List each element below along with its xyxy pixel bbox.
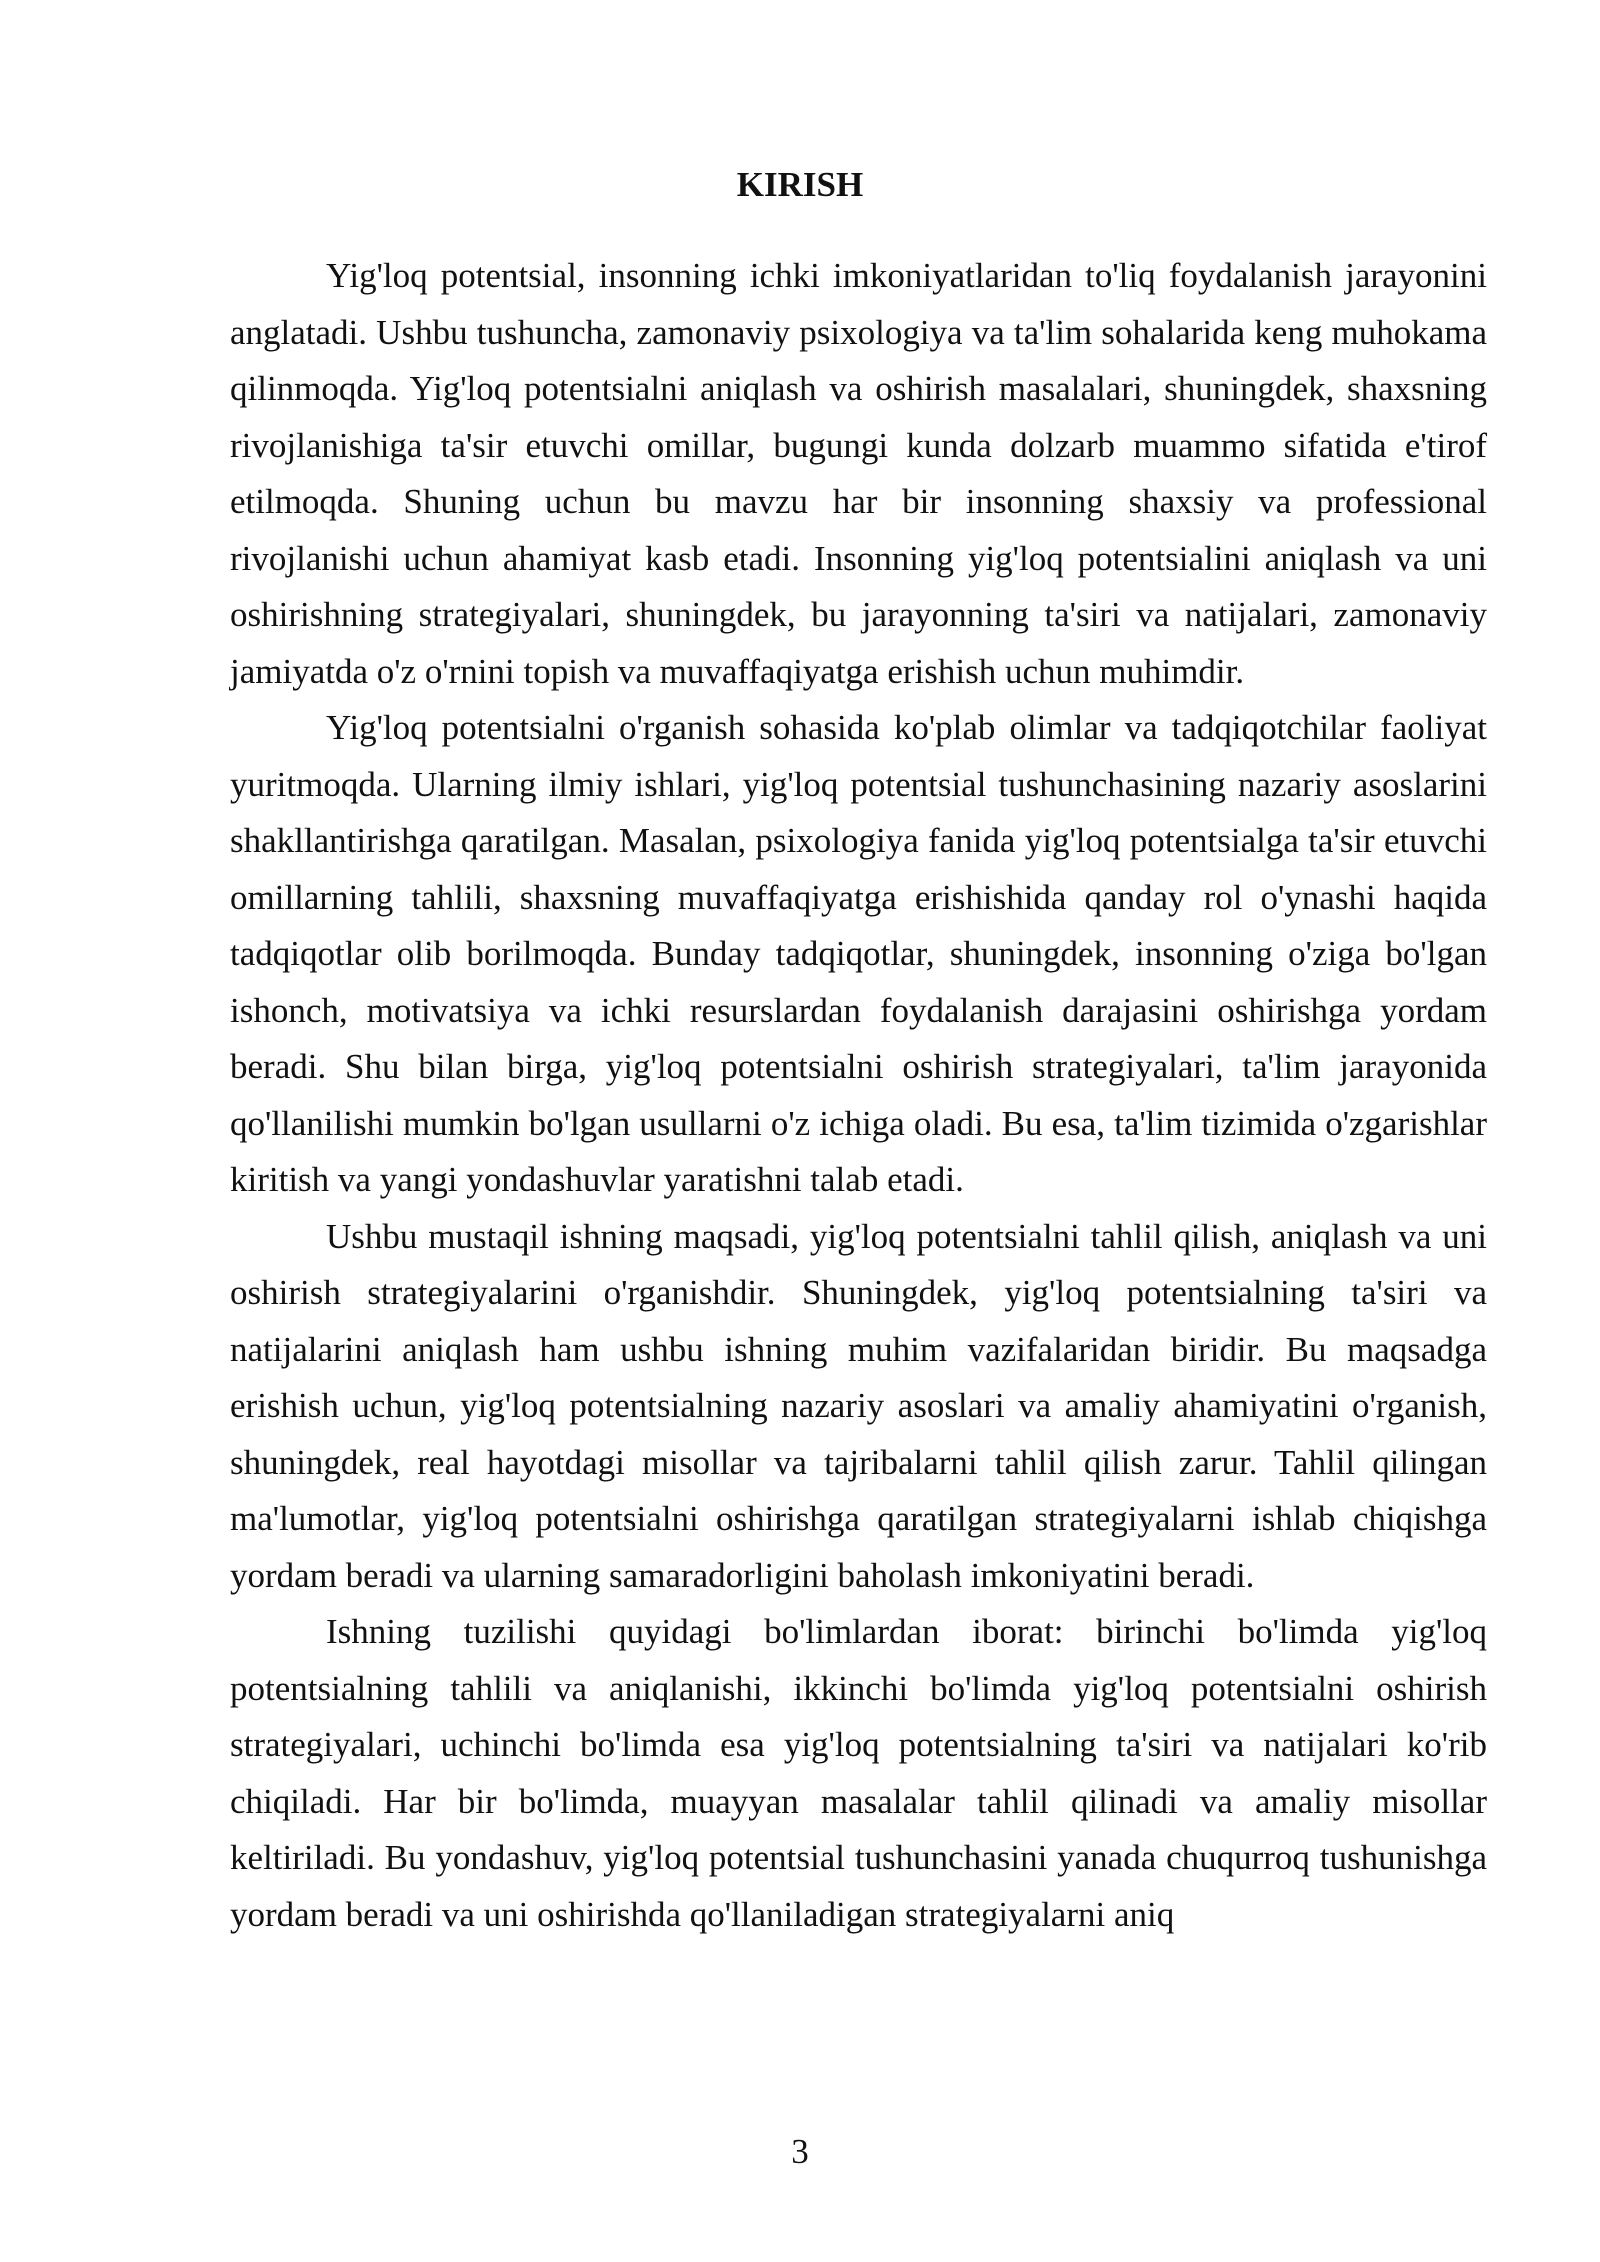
paragraph-3: Ushbu mustaqil ishning maqsadi, yig'loq potentsialni tahlil qilish, aniqlash va uni oshirish strategiyalarini o'rganishdir. Shuningdek, yig'loq potentsialning ta'siri va natijalarini aniqlash ham ushbu ishning muhim vazifalaridan biridir. Bu maqsadga erishish uchun, yig'loq potentsialning nazariy asoslari va amaliy ahamiyatini o'rganish, shuningdek, real hayotdagi misollar va tajribalarni tahlil qilish zarur. Tahlil qilingan ma'lumotlar, yig'loq potentsialni oshirishga qaratilgan strategiyalarni ishlab chiqishga yordam beradi va ularning samaradorligini baholash imkoniyatini beradi.	[230, 1216, 1487, 1595]
body-text	[230, 248, 1487, 1943]
paragraph-2: Yig'loq potentsialni o'rganish sohasida ko'plab olimlar va tadqiqotchilar faoliyat yuritmoqda. Ularning ilmiy ishlari, yig'loq potentsial tushunchasining nazariy asoslarini shakllantirishga qaratilgan. Masalan, psixologiya fanida yig'loq potentsialga ta'sir etuvchi omillarning tahlili, shaxsning muvaffaqiyatga erishishida qanday rol o'ynashi haqida tadqiqotlar olib borilmoqda. Bunday tadqiqotlar, shuningdek, insonning o'ziga bo'lgan ishonch, motivatsiya va ichki resurslardan foydalanish darajasini oshirishga yordam beradi. Shu bilan birga, yig'loq potentsialni oshirish strategiyalari, ta'lim jarayonida qo'llanilishi mumkin bo'lgan usullarni o'z ichiga oladi. Bu esa, ta'lim tizimida o'zgarishlar kiritish va yangi yondashuvlar yaratishni talab etadi.	[230, 708, 1487, 1199]
page-title: KIRISH	[736, 165, 864, 204]
page-number: 3	[791, 2132, 809, 2171]
paragraph-1: Yig'loq potentsial, insonning ichki imkoniyatlaridan to'liq foydalanish jarayonini anglatadi. Ushbu tushuncha, zamonaviy psixologiya va ta'lim sohalarida keng muhokama qilinmoqda. Yig'loq potentsialni aniqlash va oshirish masalalari, shuningdek, shaxsning rivojlanishiga ta'sir etuvchi omillar, bugungi kunda dolzarb muammo sifatida e'tirof etilmoqda. Shuning uchun bu mavzu har bir insonning shaxsiy va professional rivojlanishi uchun ahamiyat kasb etadi. Insonning yig'loq potentsialini aniqlash va uni oshirishning strategiyalari, shuningdek, bu jarayonning ta'siri va natijalari, zamonaviy jamiyatda o'z o'rnini topish va muvaffaqiyatga erishish uchun muhimdir.	[230, 256, 1487, 691]
paragraph-4: Ishning tuzilishi quyidagi bo'limlardan iborat: birinchi bo'limda yig'loq potentsialning tahlili va aniqlanishi, ikkinchi bo'limda yig'loq potentsialni oshirish strategiyalari, uchinchi bo'limda esa yig'loq potentsialning ta'siri va natijalari ko'rib chiqiladi. Har bir bo'limda, muayyan masalalar tahlil qilinadi va amaliy misollar keltiriladi. Bu yondashuv, yig'loq potentsial tushunchasini yanada chuqurroq tushunishga yordam beradi va uni oshirishda qo'llaniladigan strategiyalarni aniq	[230, 1612, 1487, 1934]
